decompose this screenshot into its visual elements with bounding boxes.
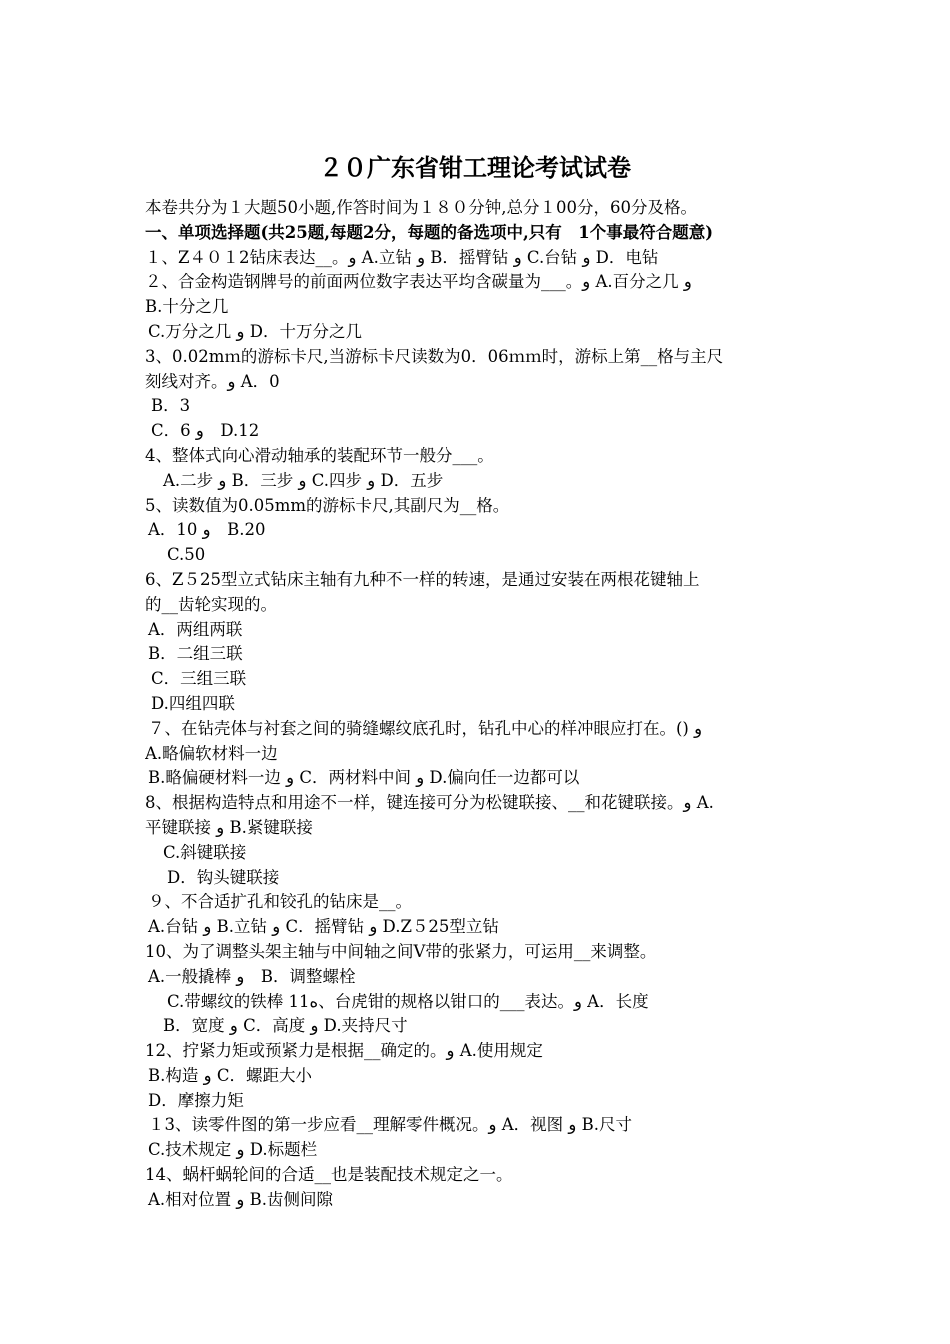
document-title: ２０广东省钳工理论考试试卷 xyxy=(319,153,631,182)
text-line: A.略偏软材料一边 xyxy=(145,743,278,763)
text-line: A．10 و B.20 xyxy=(148,520,266,540)
text-line: A.一般撬棒 و B．调整螺栓 xyxy=(148,966,356,986)
text-line: A.台钻 و B.立钻 و C．摇臂钻 و D.Z５25型立钻 xyxy=(148,917,499,937)
text-line: 的__齿轮实现的。 xyxy=(145,594,277,614)
text-line: C．6 و D.12 xyxy=(151,421,260,441)
text-line: B．3 xyxy=(151,396,191,416)
section-heading: 一、单项选择题(共25题,每题2分，每题的备选项中,只有 1个事最符合题意) xyxy=(145,222,714,242)
text-line: B.略偏硬材料一边 و C．两材料中间 و D.偏向任一边都可以 xyxy=(148,768,580,788)
text-line: D．钩头键联接 xyxy=(167,867,280,887)
text-line: 刻线对齐。و A．0 xyxy=(145,371,280,391)
text-line: C.技术规定 و D.标题栏 xyxy=(148,1140,318,1160)
text-line: A.二步 و B．三步 و C.四步 و D．五步 xyxy=(163,470,444,490)
text-line: B.构造 و C．螺距大小 xyxy=(148,1065,312,1085)
text-line: B．二组三联 xyxy=(148,644,243,664)
text-line: 3、0.02mｍ的游标卡尺,当游标卡尺读数为0．06ｍｍ时，游标上第__格与主尺 xyxy=(145,346,724,366)
text-line: D．摩擦力矩 xyxy=(148,1090,244,1110)
text-line: 平键联接 و B.紧键联接 xyxy=(145,817,313,837)
text-line: A.相对位置 و B.齿侧间隙 xyxy=(148,1189,333,1209)
text-line: 12、拧紧力矩或预紧力是根据__确定的。و A.使用规定 xyxy=(145,1041,543,1061)
text-line: 4、整体式向心滑动轴承的装配环节一般分___。 xyxy=(145,445,494,465)
text-line: C.万分之几 و D．十万分之几 xyxy=(148,321,362,341)
text-line: C.斜键联接 xyxy=(163,842,247,862)
text-line: ７、在钻壳体与衬套之间的骑缝螺纹底孔时，钻孔中心的样冲眼应打在。() و xyxy=(148,718,703,738)
text-line: ９、不合适扩孔和铰孔的钻床是__。 xyxy=(148,892,412,912)
text-line: 5、读数值为0.05mm的游标卡尺,其副尺为__格。 xyxy=(145,495,510,515)
text-line: A．两组两联 xyxy=(148,619,243,639)
text-line: C．三组三联 xyxy=(151,669,247,689)
text-line: C.50 xyxy=(167,545,206,565)
text-line: 10、为了调整头架主轴与中间轴之间V带的张紧力，可运用__来调整。 xyxy=(145,941,657,961)
text-line: C.带螺纹的铁棒 11ه、台虎钳的规格以钳口的___表达。و A．长度 xyxy=(167,991,649,1011)
document-body xyxy=(145,196,810,1213)
text-line: １、Z４０１2钻床表达__。و A.立钻 و B．摇臂钻 و C.台钻 و D．电钻 xyxy=(145,247,659,267)
text-line: B.十分之几 xyxy=(145,297,229,317)
text-line: １3、读零件图的第一步应看__理解零件概况。و A．视图 و B.尺寸 xyxy=(148,1115,632,1135)
text-line: D.四组四联 xyxy=(151,693,235,713)
text-line: ２、合金构造钢牌号的前面两位数字表达平均含碳量为___。و A.百分之几 و xyxy=(145,272,692,292)
text-line: 本卷共分为１大题50小题,作答时间为１８０分钟,总分１00分，60分及格。 xyxy=(145,198,697,217)
text-line: 8、根据构造特点和用途不一样，键连接可分为松键联接、__和花键联接。و A. xyxy=(145,793,714,813)
text-line: 14、蜗杆蜗轮间的合适__也是装配技术规定之一。 xyxy=(145,1165,513,1185)
text-line: B．宽度 و C．高度 و D.夹持尺寸 xyxy=(163,1016,408,1036)
text-line: 6、Z５25型立式钻床主轴有九种不一样的转速，是通过安装在两根花键轴上 xyxy=(145,569,700,589)
